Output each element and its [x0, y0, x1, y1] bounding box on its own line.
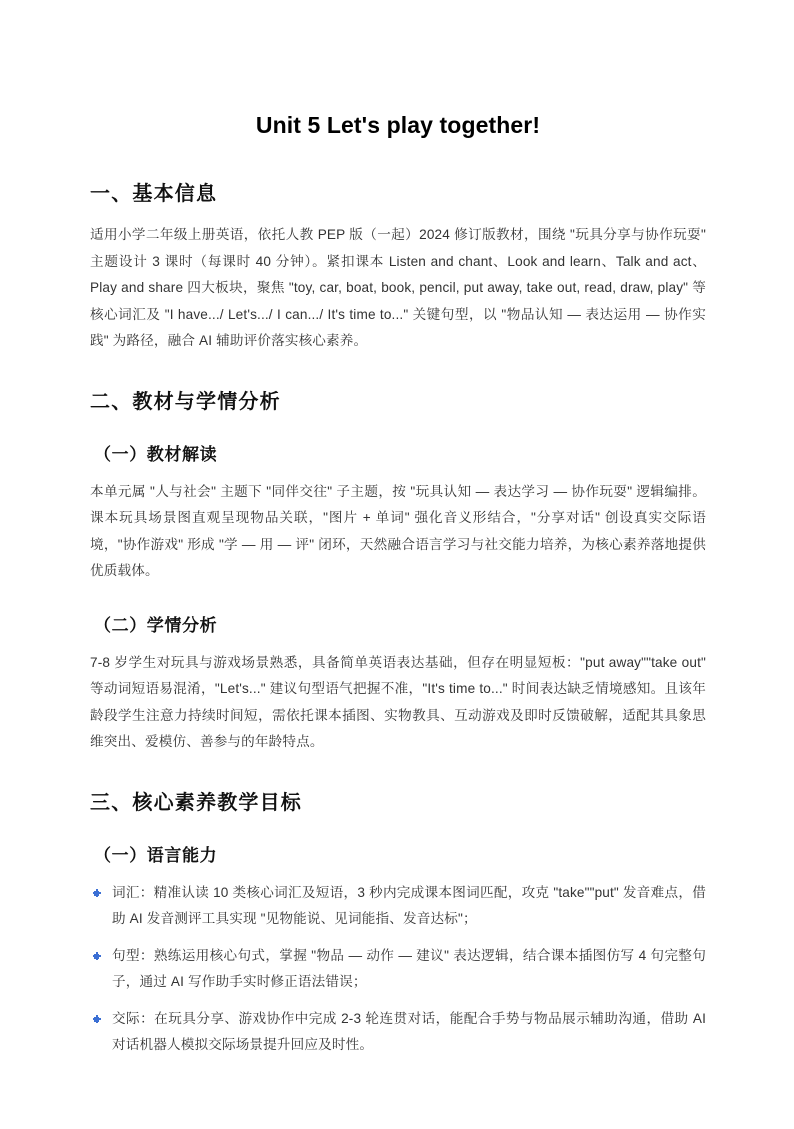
section-material-and-student-analysis — [90, 385, 706, 756]
subsection-language-ability — [90, 841, 706, 1059]
list-item — [90, 880, 706, 933]
page-title: Unit 5 Let's play together! — [255, 112, 541, 138]
bullet-marker-icon — [94, 891, 99, 896]
section-heading: 三、核心素养教学目标 — [90, 791, 302, 814]
section-basic-info — [90, 177, 706, 355]
subsection-paragraph: 本单元属 "人与社会" 主题下 "同伴交往" 子主题，按 "玩具认知 — 表达学习 — 协作玩耍" 逻辑编排。课本玩具场景图直观呈现物品关联，"图片 + 单词" 强化音义形结合，"分享对话" 创设真实交际语境，"协作游戏" 形成 "学 — 用 — 评" 闭环，天然融合语言学习与社交能力培养，为核心素养落地提供优质载体。 — [90, 483, 706, 578]
subsection-heading: （一）教材解读 — [94, 444, 218, 464]
subsection-heading: （二）学情分析 — [94, 615, 218, 635]
list-item-text: 词汇：精准认读 10 类核心词汇及短语，3 秒内完成课本图词匹配，攻克 "take""put" 发音难点，借助 AI 发音测评工具实现 "见物能说、见词能指、发音达标"； — [112, 884, 706, 926]
list-item — [90, 943, 706, 996]
subsection-textbook-interpretation — [90, 440, 706, 585]
objectives-list — [90, 880, 706, 1059]
bullet-marker-icon — [94, 1017, 99, 1022]
list-item — [90, 1006, 706, 1059]
section-heading: 二、教材与学情分析 — [90, 390, 281, 413]
section-core-literacy-objectives — [90, 786, 706, 1059]
subsection-student-analysis — [90, 611, 706, 756]
list-item-text: 句型：熟练运用核心句式，掌握 "物品 — 动作 — 建议" 表达逻辑，结合课本插图仿写 4 句完整句子，通过 AI 写作助手实时修正语法错误； — [112, 947, 706, 989]
list-item-text: 交际：在玩具分享、游戏协作中完成 2-3 轮连贯对话，能配合手势与物品展示辅助沟通，借助 AI 对话机器人模拟交际场景提升回应及时性。 — [112, 1010, 706, 1052]
section-paragraph: 适用小学二年级上册英语，依托人教 PEP 版（一起）2024 修订版教材，围绕 "玩具分享与协作玩耍" 主题设计 3 课时（每课时 40 分钟）。紧扣课本 Listen and chant、Look and learn、Talk and act、Play and share 四大板块，聚焦 "toy, car, boat, book, pencil, put away, take out, read, draw, play" 等核心词汇及 "I have.../ Let's.../ I can.../ It's time to..." 关键句型，以 "物品认知 — 表达运用 — 协作实践" 为路径，融合 AI 辅助评价落实核心素养。 — [90, 227, 706, 348]
subsection-heading: （一）语言能力 — [94, 845, 218, 865]
bullet-marker-icon — [94, 954, 99, 959]
section-heading: 一、基本信息 — [90, 183, 218, 205]
subsection-paragraph: 7-8 岁学生对玩具与游戏场景熟悉，具备简单英语表达基础，但存在明显短板："put away""take out" 等动词短语易混淆，"Let's..." 建议句型语气把握不准，"It's time to..." 时间表达缺乏情境感知。且该年龄段学生注意力持续时间短，需依托课本插图、实物教具、互动游戏及即时反馈破解，适配其具象思维突出、爱模仿、善参与的年龄特点。 — [90, 654, 706, 749]
